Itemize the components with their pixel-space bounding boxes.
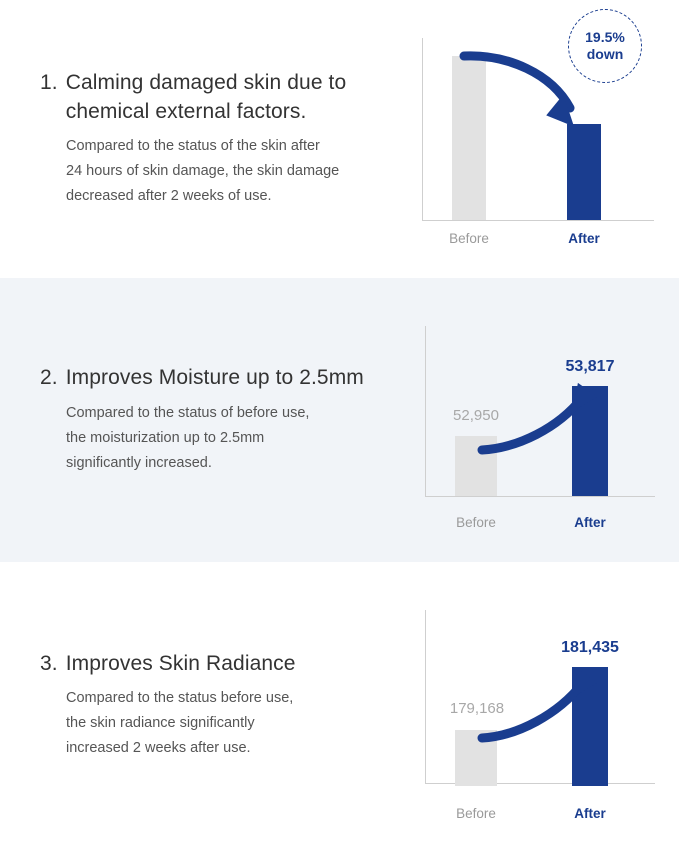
chart2-label-after: After	[574, 515, 606, 530]
benefit-body-line1: Compared to the status before use,	[66, 690, 294, 707]
benefit-chart-3	[400, 562, 679, 849]
chart3-value-before: 179,168	[449, 700, 505, 717]
benefit-section-2	[0, 278, 679, 562]
benefit-body-line3: decreased after 2 weeks of use.	[66, 187, 272, 204]
benefit-text-1	[0, 69, 400, 209]
benefit-heading-1	[40, 69, 400, 126]
chart2-value-after: 53,817	[565, 358, 615, 375]
chart2-up-arrow-icon	[478, 388, 598, 458]
chart1-x-axis	[422, 220, 654, 221]
chart3-label-before: Before	[456, 806, 496, 821]
benefit-heading-2	[40, 364, 400, 392]
chart2-label-before: Before	[456, 515, 496, 530]
benefit-body-line2: the moisturization up to 2.5mm	[66, 429, 265, 446]
benefit-section-1	[0, 0, 679, 278]
benefit-heading-line1: Calming damaged skin due to	[65, 71, 347, 95]
benefit-number-1: 1.	[40, 71, 58, 95]
benefit-heading-line1: Improves Moisture up to 2.5mm	[65, 366, 364, 390]
benefit-body-line1: Compared to the status of before use,	[66, 404, 310, 421]
chart1-change-badge	[568, 9, 642, 83]
benefit-body-2	[66, 401, 386, 476]
chart1-badge-value: 19.5%	[585, 28, 625, 45]
chart2-x-axis	[425, 496, 655, 497]
benefit-section-3	[0, 562, 679, 849]
benefit-heading-line1: Improves Skin Radiance	[65, 651, 296, 675]
chart3-label-after: After	[574, 806, 606, 821]
chart1-y-axis	[422, 38, 423, 220]
benefit-body-line1: Compared to the status of the skin after	[66, 137, 320, 154]
chart3-value-after: 181,435	[561, 639, 619, 656]
chart3-y-axis	[425, 610, 426, 783]
benefit-body-3	[66, 686, 386, 761]
chart1-label-before: Before	[449, 231, 489, 246]
chart2-y-axis	[425, 326, 426, 496]
benefit-heading-3	[40, 650, 400, 678]
chart1-down-arrow-icon	[460, 52, 590, 127]
benefit-heading-line2: chemical external factors.	[65, 99, 307, 123]
benefit-body-line3: increased 2 weeks after use.	[66, 740, 251, 757]
benefit-text-2	[0, 364, 400, 475]
benefit-body-line2: 24 hours of skin damage, the skin damage	[66, 162, 340, 179]
benefit-body-1	[66, 134, 386, 209]
benefit-number-2: 2.	[40, 366, 58, 390]
benefit-number-3: 3.	[40, 651, 58, 675]
benefit-body-line2: the skin radiance significantly	[66, 715, 255, 732]
chart2-value-before: 52,950	[453, 407, 499, 424]
benefit-text-3	[0, 650, 400, 761]
chart3-up-arrow-icon	[478, 674, 598, 746]
chart1-label-after: After	[568, 231, 600, 246]
benefit-chart-1	[400, 0, 679, 278]
chart1-bar-after	[567, 124, 601, 220]
benefit-chart-2	[400, 278, 679, 562]
chart1-badge-caption: down	[586, 46, 624, 62]
benefit-body-line3: significantly increased.	[66, 454, 212, 471]
